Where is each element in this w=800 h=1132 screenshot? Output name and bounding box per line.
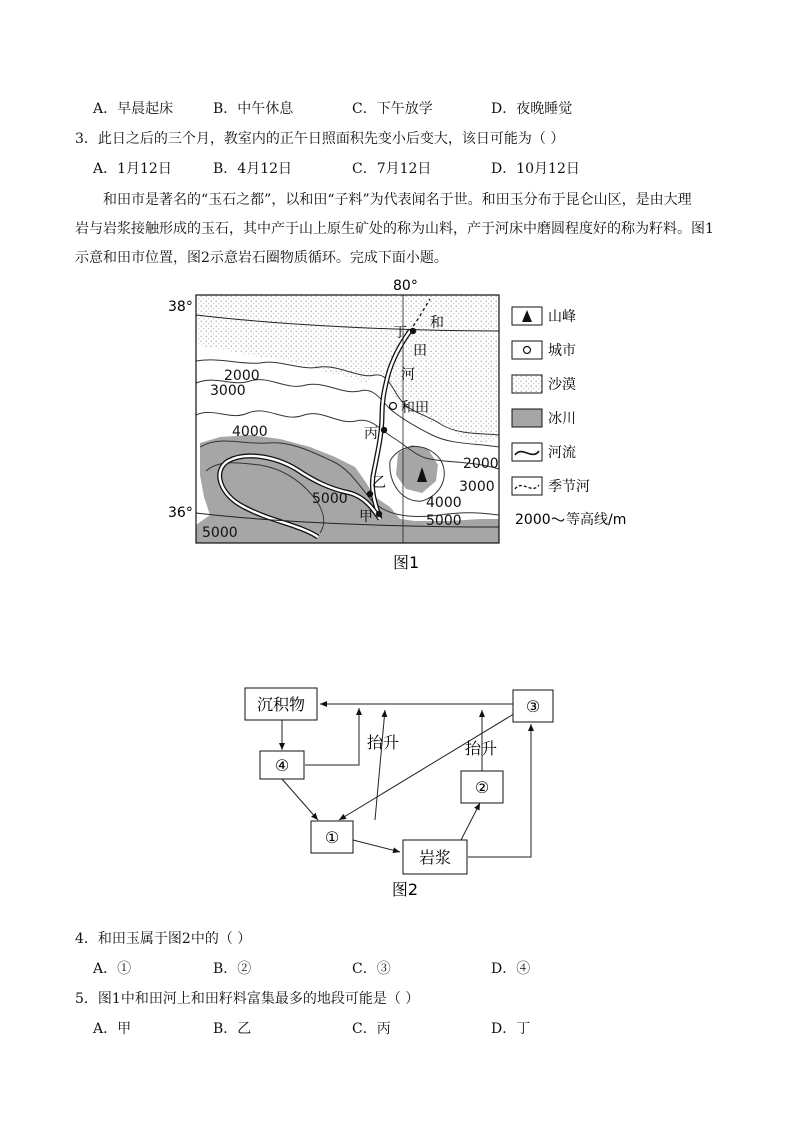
passage-line-3: 示意和田市位置，图2示意岩石圈物质循环。完成下面小题。 xyxy=(75,250,448,266)
rock-cycle-svg xyxy=(235,680,575,905)
legend-contour-label: 等高线/m xyxy=(566,512,627,528)
latitude-label-36: 36° xyxy=(168,505,193,521)
node-3-label: ③ xyxy=(525,697,541,716)
q3-option-c[interactable]: C．7月12日 xyxy=(352,161,432,177)
legend-glacier-label: 冰川 xyxy=(548,411,576,427)
river-label-he: 和 xyxy=(430,315,444,331)
legend-desert-icon xyxy=(512,375,542,393)
node-1-label: ① xyxy=(324,828,340,847)
figure-2-caption: 图2 xyxy=(391,880,419,899)
q3-option-a[interactable]: A．1月12日 xyxy=(93,161,172,177)
point-bing-label: 丙 xyxy=(364,426,378,442)
legend-contour-value: 2000 xyxy=(515,512,551,528)
legend-desert-label: 沙漠 xyxy=(548,377,576,393)
q5-option-c[interactable]: C．丙 xyxy=(352,1021,391,1037)
q5-options xyxy=(93,1018,733,1040)
node-4-label: ④ xyxy=(274,756,290,775)
point-yi-marker xyxy=(367,491,373,497)
q4-option-a[interactable]: A．① xyxy=(93,961,132,977)
contour-label-3000-east: 3000 xyxy=(459,479,495,495)
point-jia-marker xyxy=(376,511,382,517)
contour-label-4000-east: 4000 xyxy=(426,495,462,511)
q3-option-b[interactable]: B．4月12日 xyxy=(213,161,293,177)
q5-option-b[interactable]: B．乙 xyxy=(213,1021,252,1037)
glacier-peak-area xyxy=(396,445,438,493)
contour-label-2000-west: 2000 xyxy=(224,368,260,384)
q5-option-d[interactable]: D．丁 xyxy=(491,1021,531,1037)
legend-city-label: 城市 xyxy=(548,343,576,359)
q2-option-d[interactable]: D．夜晚睡觉 xyxy=(491,101,573,117)
legend-peak-label: 山峰 xyxy=(548,309,576,325)
point-yi-label: 乙 xyxy=(372,475,386,491)
legend-contour-icon xyxy=(552,518,564,521)
longitude-label: 80° xyxy=(393,278,418,294)
hotan-city-marker xyxy=(390,403,397,410)
q5-stem: 5．图1中和田河上和田籽料富集最多的地段可能是（ ） xyxy=(75,991,420,1007)
figure-2-rock-cycle xyxy=(235,680,575,905)
q4-options xyxy=(93,958,733,980)
q3-options xyxy=(93,158,733,180)
figure-1-map xyxy=(160,275,650,575)
map-svg xyxy=(160,275,650,575)
node-2-label: ② xyxy=(474,778,490,797)
river-label-river: 河 xyxy=(401,367,415,383)
q3-option-d[interactable]: D．10月12日 xyxy=(491,161,580,177)
contour-label-2000-east: 2000 xyxy=(463,456,499,472)
city-label: 和田 xyxy=(401,400,429,416)
q4-option-b[interactable]: B．② xyxy=(213,961,252,977)
contour-label-3000-west: 3000 xyxy=(210,383,246,399)
uplift-label-right: 抬升 xyxy=(465,739,498,758)
point-ding-label: 丁 xyxy=(393,325,407,341)
legend-glacier-icon xyxy=(512,409,542,427)
map-legend xyxy=(512,307,626,528)
passage-line-1: 和田市是著名的“玉石之都”，以和田“子料”为代表闻名于世。和田玉分布于昆仑山区，是由大理 xyxy=(103,192,692,208)
q2-options xyxy=(93,98,733,120)
node-magma-label: 岩浆 xyxy=(418,848,452,867)
reading-passage xyxy=(75,186,735,273)
legend-seasonal-river-label: 季节河 xyxy=(548,479,590,495)
river-label-tian: 田 xyxy=(413,343,427,359)
q2-option-c[interactable]: C．下午放学 xyxy=(352,101,433,117)
contour-label-4000-west: 4000 xyxy=(232,424,268,440)
figure-1-caption: 图1 xyxy=(393,553,420,572)
q4-option-c[interactable]: C．③ xyxy=(352,961,391,977)
legend-river-label: 河流 xyxy=(548,445,576,461)
q2-option-a[interactable]: A．早晨起床 xyxy=(93,101,174,117)
q3-stem: 3．此日之后的三个月，教室内的正午日照面积先变小后变大，该日可能为（ ） xyxy=(75,131,565,147)
uplift-label-left: 抬升 xyxy=(367,733,400,752)
latitude-label-38: 38° xyxy=(168,299,193,315)
q5-option-a[interactable]: A．甲 xyxy=(93,1021,132,1037)
point-jia-label: 甲 xyxy=(359,509,373,525)
q4-stem: 4．和田玉属于图2中的（ ） xyxy=(75,931,252,947)
q2-option-b[interactable]: B．中午休息 xyxy=(213,101,294,117)
point-ding-marker xyxy=(410,328,416,334)
contour-label-5000-southeast: 5000 xyxy=(426,513,462,529)
node-sediment-label: 沉积物 xyxy=(256,695,306,714)
legend-city-icon xyxy=(524,347,531,354)
contour-label-5000-southwest: 5000 xyxy=(202,525,238,541)
contour-label-5000-central: 5000 xyxy=(312,491,348,507)
q4-option-d[interactable]: D．④ xyxy=(491,961,531,977)
passage-line-2: 岩与岩浆接触形成的玉石，其中产于山上原生矿处的称为山料，产于河床中磨圆程度好的称为籽料。图1 xyxy=(75,221,714,237)
point-bing-marker xyxy=(381,427,387,433)
